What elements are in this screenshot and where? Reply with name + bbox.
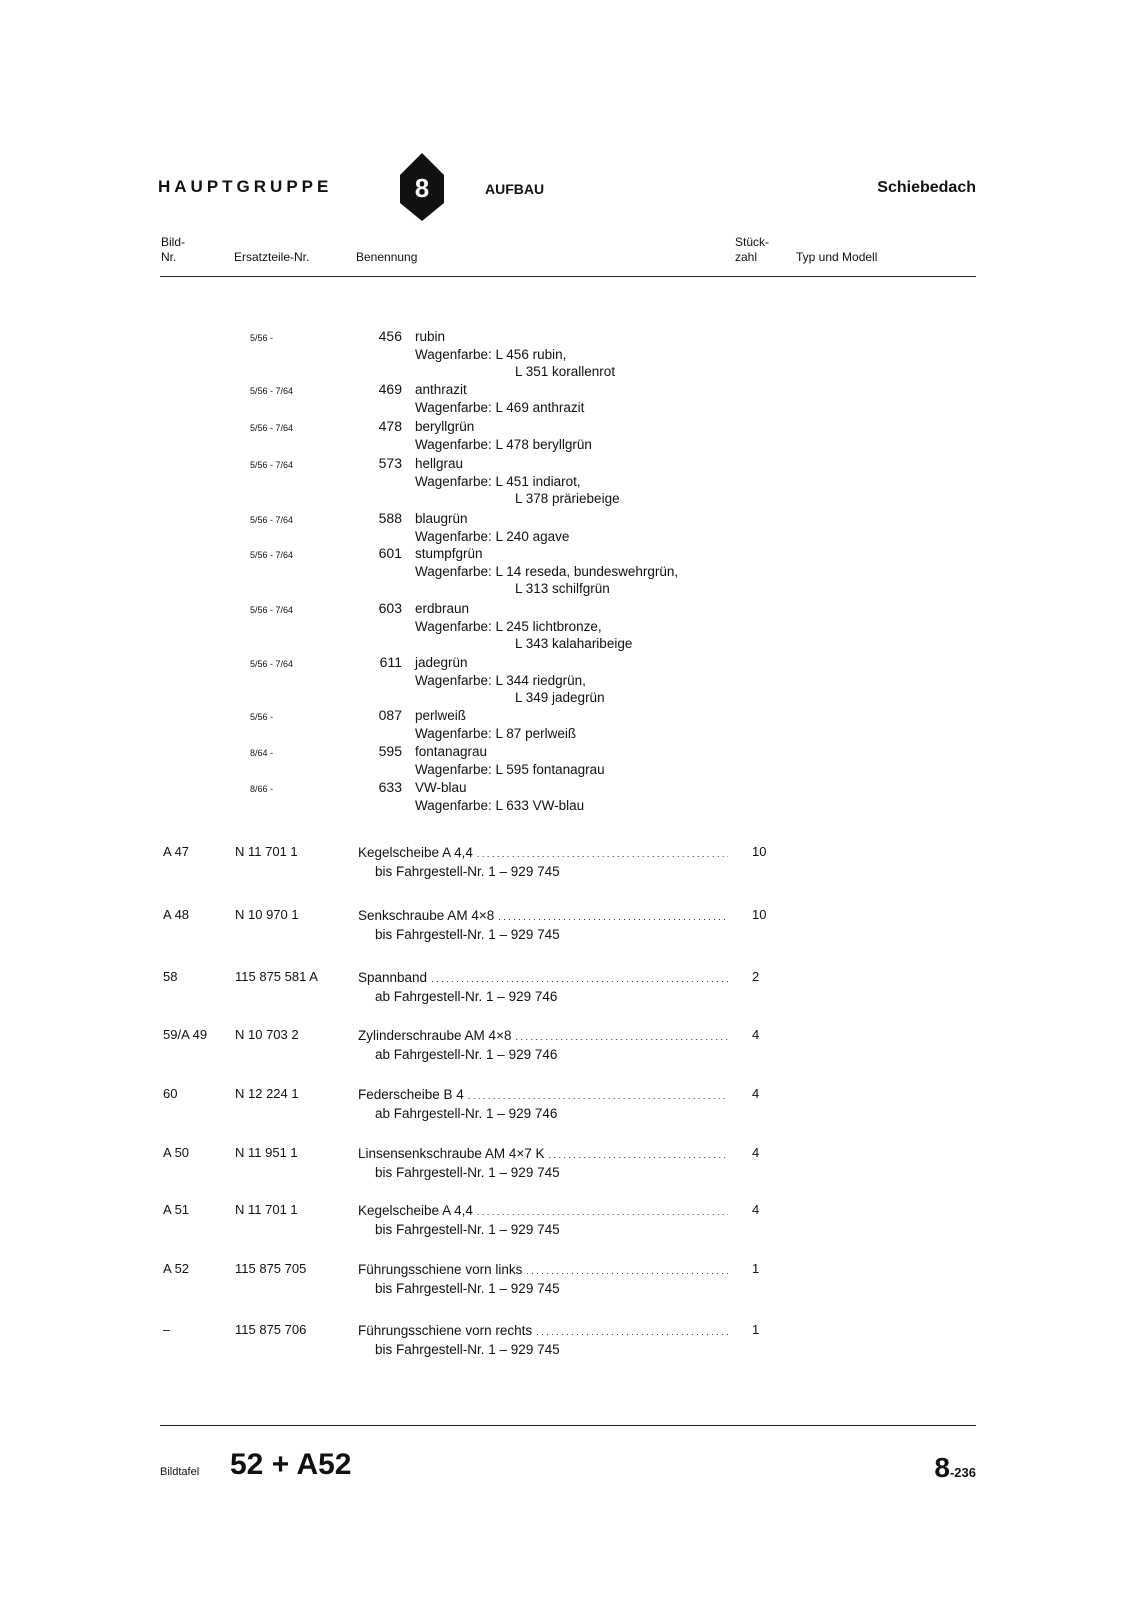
part-description-line [358,1145,728,1164]
part-description [358,844,728,881]
color-entry [415,545,678,598]
part-description-line [358,1261,728,1280]
part-number: 115 875 581 A [235,969,318,984]
part-chassis-range: ab Fahrgestell-Nr. 1 – 929 746 [375,1106,558,1121]
color-name: hellgrau [415,456,464,471]
color-entry [415,328,615,381]
color-paint-line: Wagenfarbe: L 478 beryllgrün [415,436,592,452]
color-entry [415,455,620,508]
leader-dots [477,844,728,863]
group-badge-number: 8 [414,173,430,203]
part-description [358,1086,728,1123]
part-bild-nr: A 52 [163,1261,190,1276]
part-description [358,1027,728,1064]
main-group-label: HAUPTGRUPPE [158,177,333,196]
part-description [358,1145,728,1182]
part-quantity: 4 [752,1086,760,1101]
part-quantity: 4 [752,1145,760,1160]
color-code: 603 [378,600,402,616]
part-chassis-range: bis Fahrgestell-Nr. 1 – 929 745 [375,927,560,942]
color-paint-line: Wagenfarbe: L 456 rubin, [415,346,567,362]
part-number: 115 875 705 [235,1261,307,1276]
col-stueckzahl [735,235,769,265]
color-code: 456 [378,328,402,344]
group-badge-shape [400,153,444,221]
color-code: 633 [378,779,402,795]
color-paint-line: Wagenfarbe: L 245 lichtbronze, [415,618,602,634]
color-entry [415,779,584,814]
color-paint-line: L 378 präriebeige [515,491,620,506]
part-description-line [358,969,728,988]
leader-dots [431,969,728,988]
leader-dots [526,1261,728,1280]
part-quantity: 1 [752,1261,760,1276]
leader-dots [477,1202,728,1221]
part-chassis-range: ab Fahrgestell-Nr. 1 – 929 746 [375,989,558,1004]
part-number: N 11 701 1 [235,1202,298,1217]
color-name: erdbraun [415,601,470,616]
color-code: 478 [378,418,402,434]
color-code: 595 [378,743,402,759]
color-date-range: 5/56 - 7/64 [250,550,294,560]
leader-dots [498,907,728,926]
page-number-main: 8 [934,1452,950,1483]
col-bild-line1: Bild- [161,235,186,249]
color-date-range: 5/56 - 7/64 [250,386,294,396]
part-number: N 12 224 1 [235,1086,299,1101]
color-name: VW-blau [415,780,467,795]
color-date-range: 5/56 - [250,712,274,722]
color-date-range: 5/56 - 7/64 [250,605,294,615]
color-date-range: 8/64 - [250,748,274,758]
color-name: beryllgrün [415,419,475,434]
part-number: 115 875 706 [235,1322,307,1337]
col-bild [161,235,185,265]
leader-dots [536,1322,728,1341]
part-description-line [358,1027,728,1046]
part-bild-nr: A 50 [163,1145,190,1160]
part-chassis-range: bis Fahrgestell-Nr. 1 – 929 745 [375,1222,560,1237]
part-bild-nr: A 48 [163,907,190,922]
col-typ: Typ und Modell [796,250,878,264]
part-number: N 10 970 1 [235,907,299,922]
col-bild-line2: Nr. [161,250,177,264]
leader-dots [549,1145,729,1164]
part-name: Zylinderschraube AM 4×8 [358,1028,512,1043]
part-bild-nr: A 51 [163,1202,190,1217]
color-code: 611 [379,654,402,670]
color-date-range: 5/56 - 7/64 [250,515,294,525]
color-paint-line: Wagenfarbe: L 633 VW-blau [415,797,585,813]
part-number: N 11 701 1 [235,844,298,859]
part-name: Linsensenkschraube AM 4×7 K [358,1146,545,1161]
part-description [358,907,728,944]
color-paint-line: L 343 kalaharibeige [515,636,633,651]
color-paint-line: Wagenfarbe: L 344 riedgrün, [415,672,586,688]
part-description [358,1261,728,1298]
color-name: blaugrün [415,511,468,526]
part-bild-nr: 59/A 49 [163,1027,208,1042]
color-paint-line: Wagenfarbe: L 451 indiarot, [415,473,581,489]
part-description-line [358,907,728,926]
part-quantity: 10 [752,844,767,859]
page-number-sub: -236 [949,1465,976,1480]
footer-rule [160,1425,976,1426]
part-chassis-range: ab Fahrgestell-Nr. 1 – 929 746 [375,1047,558,1062]
part-description-line [358,1202,728,1221]
color-name: stumpfgrün [415,546,483,561]
group-badge [400,153,444,221]
color-code: 469 [378,381,402,397]
color-name: anthrazit [415,382,467,397]
part-name: Kegelscheibe A 4,4 [358,1203,473,1218]
color-date-range: 5/56 - 7/64 [250,423,294,433]
part-description-line [358,844,728,863]
color-paint-line: L 349 jadegrün [515,690,605,705]
color-date-range: 5/56 - [250,333,274,343]
color-name: fontanagrau [415,744,488,759]
col-stueck-line2: zahl [735,250,758,264]
col-stueck-line1: Stück- [735,235,770,249]
part-description [358,1322,728,1359]
color-entry [415,654,605,707]
color-entry [415,510,569,545]
part-quantity: 2 [752,969,760,984]
color-code: 573 [378,455,402,471]
part-bild-nr: A 47 [163,844,190,859]
plate-label: Bildtafel [160,1466,200,1478]
part-name: Senkschraube AM 4×8 [358,908,495,923]
part-number: N 10 703 2 [235,1027,299,1042]
color-paint-line: L 313 schilfgrün [515,581,610,596]
plate-number: 52 + A52 [230,1448,352,1481]
part-chassis-range: bis Fahrgestell-Nr. 1 – 929 745 [375,864,560,879]
color-paint-line: Wagenfarbe: L 14 reseda, bundeswehrgrün, [415,563,679,579]
part-description [358,1202,728,1239]
page-number [934,1452,976,1484]
part-quantity: 10 [752,907,767,922]
part-number: N 11 951 1 [235,1145,298,1160]
part-chassis-range: bis Fahrgestell-Nr. 1 – 929 745 [375,1165,560,1180]
part-name: Führungsschiene vorn rechts [358,1323,533,1338]
color-code: 588 [378,510,402,526]
color-entry [415,743,605,778]
part-description-line [358,1322,728,1341]
color-entry [415,707,576,742]
color-entry [415,600,632,653]
color-entry [415,418,592,453]
leader-dots [468,1086,728,1105]
color-date-range: 8/66 - [250,784,274,794]
header-rule [160,276,976,277]
part-bild-nr: – [163,1322,171,1337]
color-paint-line: Wagenfarbe: L 240 agave [415,528,570,544]
part-name: Kegelscheibe A 4,4 [358,845,473,860]
part-name: Führungsschiene vorn links [358,1262,523,1277]
color-date-range: 5/56 - 7/64 [250,659,294,669]
part-bild-nr: 60 [163,1086,178,1101]
part-bild-nr: 58 [163,969,178,984]
color-date-range: 5/56 - 7/64 [250,460,294,470]
part-name: Federscheibe B 4 [358,1087,464,1102]
part-description [358,969,728,1006]
color-name: perlweiß [415,708,467,723]
part-description-line [358,1086,728,1105]
part-quantity: 1 [752,1322,760,1337]
color-paint-line: Wagenfarbe: L 469 anthrazit [415,399,585,415]
part-quantity: 4 [752,1027,760,1042]
part-name: Spannband [358,970,428,985]
part-quantity: 4 [752,1202,760,1217]
color-name: rubin [415,329,446,344]
col-ersatzteil: Ersatzteile-Nr. [234,250,310,264]
color-code: 087 [378,707,402,723]
color-code: 601 [378,545,402,561]
section-label: AUFBAU [485,181,545,197]
part-chassis-range: bis Fahrgestell-Nr. 1 – 929 745 [375,1281,560,1296]
col-benennung: Benennung [356,250,418,264]
color-paint-line: Wagenfarbe: L 595 fontanagrau [415,761,605,777]
color-paint-line: Wagenfarbe: L 87 perlweiß [415,725,577,741]
color-entry [415,381,584,416]
color-paint-line: L 351 korallenrot [515,364,616,379]
leader-dots [515,1027,728,1046]
part-chassis-range: bis Fahrgestell-Nr. 1 – 929 745 [375,1342,560,1357]
page-title: Schiebedach [877,179,976,196]
color-name: jadegrün [415,655,468,670]
